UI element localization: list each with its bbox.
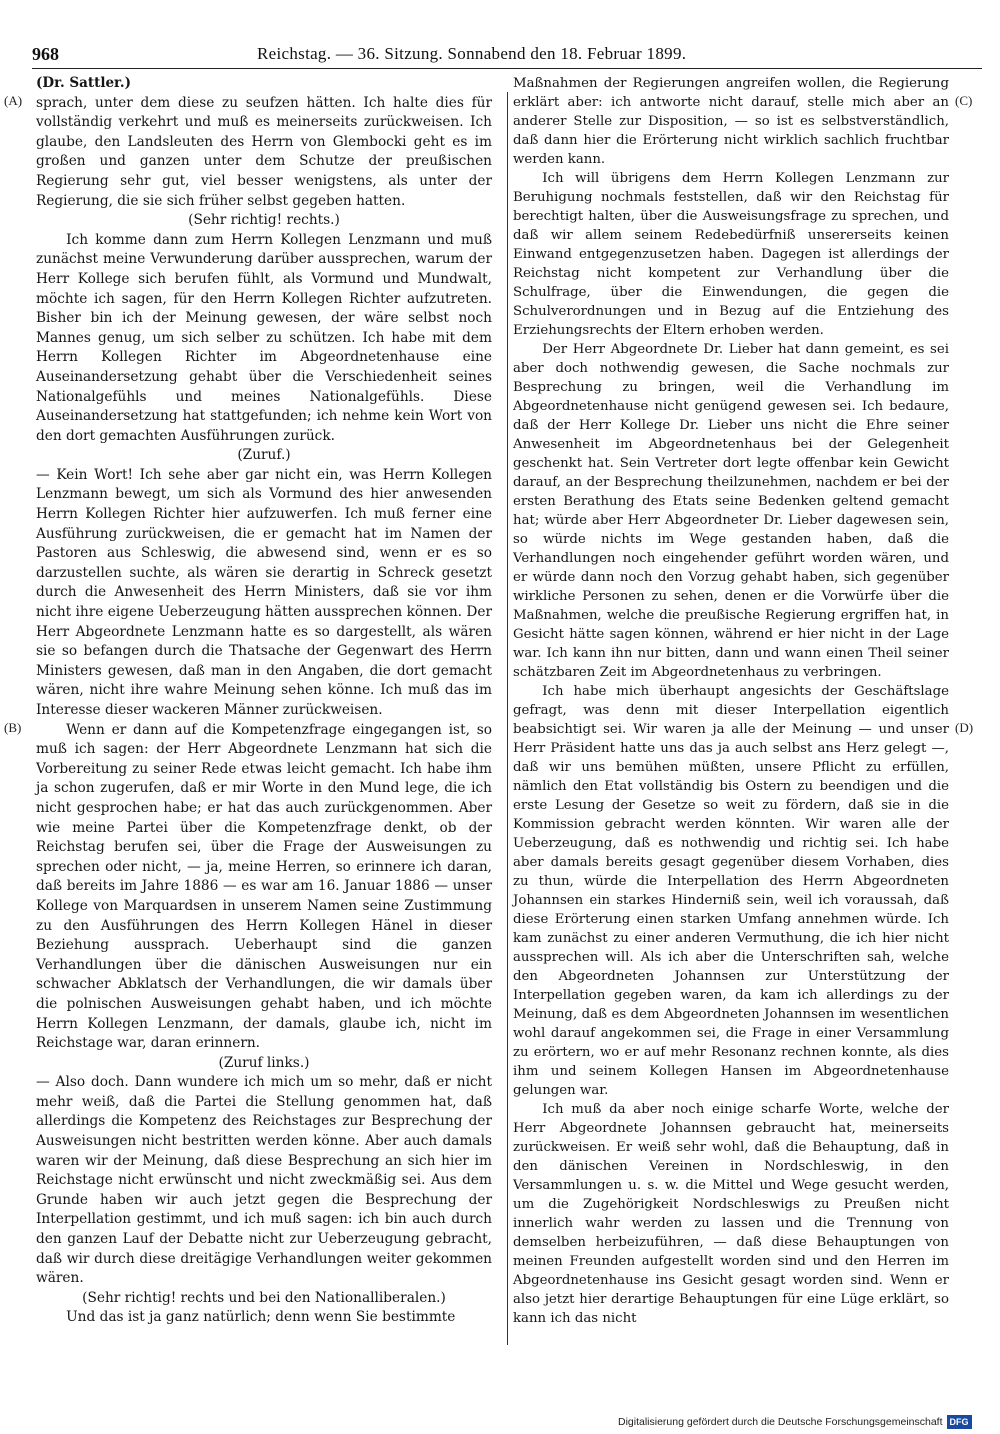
paragraph: Wenn er dann auf die Kompetenzfrage eingegangen ist, so muß ich sagen: der Herr Abgeordnete Lenzmann hat sich die Vorbereitung zu seiner Rede etwas leicht gemacht. Ich habe ihm ja schon zugerufen, daß er mir Worte in den Mund lege, die ich nicht gesprochen habe; er hat das auch zurückgenommen. Aber wie meine Partei über die Kompetenzfrage denkt, ob der Reichstag berufen sei, über die Frage der Ausweisungen zu sprechen oder nicht, — ja, meine Herren, so erinnere ich daran, daß bereits im Jahre 1886 — es war am 16. Januar 1886 — unser Kollege von Marquardsen in unserem Namen seine Zustimmung zu den Ausführungen des Herrn Kollegen Hänel in dieser Beziehung aussprach. Ueberhaupt sind die ganzen Verhandlungen über die dänischen Ausweisungen nur ein schwacher Abklatsch der Verhandlungen, die wir damals über die polnischen Ausweisungen gehabt haben, und ich möchte Herrn Kollegen Lenzmann, der damals, glaube ich, nicht im Reichstage war, daran erinnern. (36, 721, 492, 1052)
paragraph: Maßnahmen der Regierungen angreifen wollen, die Regierung erklärt aber: ich antworte nicht darauf, stelle mich aber an anderer Stelle zur Disposition, — so ist es selbstverständlich, daß dann hier die Erörterung nicht wirklich sachlich fruchtbar werden kann. (513, 76, 949, 167)
margin-mark-a: (A) (4, 93, 23, 108)
interjection: (Zuruf.) (237, 447, 291, 464)
footer-text: Digitalisierung gefördert durch die Deutsche Forschungsgemeinschaft (618, 1416, 943, 1428)
margin-mark-c: (C) (955, 93, 973, 108)
paragraph: Ich muß da aber noch einige scharfe Worte, welche der Herr Abgeordnete Johannsen gebraucht hat, meinerseits zurückweisen. Er weiß sehr wohl, daß die Behauptung, daß in den dänischen Vereinen in Nordschleswig, in den Versammlungen u. s. w. die Mittel und Wege gesucht werden, um die Zugehörigkeit Nordschleswigs zu Preußen nicht innerlich wahr werden zu lassen und die Trennung von demselben herbeizuführen, — daß diese Behauptungen von meinen Freunden aufgestellt worden sind und den Herren im Abgeordnetenhause ins Gesicht gesagt worden sind. Wenn er also jetzt hier derartige Behauptungen für eine Lüge erklärt, so kann ich das nicht (513, 1102, 949, 1326)
paragraph: — Kein Wort! Ich sehe aber gar nicht ein, was Herrn Kollegen Lenzmann bewegt, um sich als Vormund des hier anwesenden Herrn Kollegen Richter hier aufzuwerfen. Ich muß ferner eine Ausführung zurückweisen, die er gemacht hat im Namen der Pastoren aus Schleswig, die abwesend sind, wenn er es so darzustellen suchte, als wären sie derartig in Schreck gesetzt durch die Anwesenheit des Herrn Ministers, daß sie vor ihm nicht ihre eigene Ueberzeugung hätten aussprechen können. Der Herr Abgeordnete Lenzmann hatte es so dargestellt, als wären sie so befangen durch die Thatsache der Gegenwart des Herrn Ministers gewesen, daß man in den Angaben, die dort gemacht wären, nicht ihre wahre Meinung sehen könne. Ich muß das im Interesse dieser wackeren Männer zurückweisen. (36, 466, 492, 718)
paragraph: Ich will übrigens dem Herrn Kollegen Lenzmann zur Beruhigung nochmals feststellen, daß wir den Reichstag für berechtigt halten, über die Ausweisungsfrage zu sprechen, und daß wir allem seinem Redebedürfniß unsererseits keinen Einwand entgegenzusetzen haben. Dagegen ist allerdings der Reichstag nicht kompetent zur Verhandlung über die Schulfrage, über die Einwendungen, die gegen die Schulverordnungen und in Bezug auf die Entziehung des Erziehungsrechts der Eltern erhoben werden. (513, 171, 949, 338)
margin-mark-d: (D) (955, 720, 974, 735)
column-divider (507, 92, 508, 1345)
margin-mark-b: (B) (4, 720, 22, 735)
dfg-logo: DFG (947, 1415, 972, 1429)
paragraph: Ich habe mich überhaupt angesichts der Geschäftslage gefragt, was denn mit dieser Interpellation eigentlich beabsichtigt sei. Wir waren ja alle der Meinung — und unser Herr Präsident hatte uns das ja auch selbst ans Herz gelegt —, daß wir uns bemühen müßten, unsere Pflicht zu erfüllen, nämlich den Etat vollständig bis Ostern zu beendigen und die erste Lesung der Gesetze so weit zu fördern, daß sie in die Kommission gebracht werden könnten. Wir waren alle der Ueberzeugung, daß es nothwendig und richtig sei. Ich habe aber damals bereits gesagt gegenüber diesem Vorhaben, dies zu thun, würde die Interpellation des Herrn Abgeordneten Johannsen ein starkes Hinderniß sein, weil ich voraussah, daß diese Erörterung einen starken Umfang annehmen würde. Ich kam zunächst zu einer anderen Vermuthung, die ich hier nicht aussprechen will. Als ich aber die Unterschriften sah, welche den Abgeordneten Johannsen zur Unterstützung der Interpellation gegeben waren, da kam ich allerdings zu der Meinung, daß es dem Abgeordneten Johannsen im wesentlichen wohl darauf angekommen sei, die Frage in einer Versammlung zu erörtern, wo er auf mehr Resonanz rechnen konnte, als dies ihm und seinem Kollegen Hansen im Abgeordnetenhause gelungen war. (513, 684, 949, 1098)
page-number: 968 (32, 44, 59, 64)
paragraph: — Also doch. Dann wundere ich mich um so mehr, daß er nicht mehr weiß, daß die Partei die Stellung genommen hat, daß allerdings die Kompetenz des Reichstages zur Besprechung der Ausweisungen nicht bestritten werden könne. Aber auch damals waren wir der Meinung, daß diese Besprechung an sich hier im Reichstage nicht erwünscht und nicht zweckmäßig sei. Aus dem Grunde haben wir auch jetzt gegen die Besprechung der Interpellation gestimmt, und ich muß sagen: ich bin auch durch den ganzen Lauf der Debatte nicht zur Ueberzeugung gebracht, daß wir durch diese dreitägige Verhandlungen weiter gekommen wären. (36, 1074, 492, 1287)
paragraph: Der Herr Abgeordnete Dr. Lieber hat dann gemeint, es sei aber doch nothwendig gewesen, die Sache nochmals zur Besprechung zu bringen, weil die Verhandlung im Abgeordnetenhause nicht genügend gewesen sei. Ich bedaure, daß der Herr Kollege Dr. Lieber uns nicht die Ehre seiner Anwesenheit im Abgeordnetenhaus bei der Gelegenheit geschenkt hat. Sein Vertreter dort legte offenbar kein Gewicht darauf, an der Besprechung theilzunehmen, nachdem er bei der ersten Berathung des Etats seine Bedenken geltend gemacht hat; würde aber Herr Abgeordneter Dr. Lieber dagewesen sein, so würde nichts im Wege gestanden haben, daß die Verhandlungen noch eingehender geführt worden wären, und er würde dann noch den Vorzug gehabt haben, sich gegenüber wirkliche Personen zu sehen, denen er die Vorwürfe über die Maßnahmen, welche die preußische Regierung ergriffen hat, in Gesicht hätte sagen können, während er hier nicht in der Lage war. Ich kann ihn nur bitten, dann und wann einen Theil seiner schätzbaren Zeit im Abgeordnetenhaus zu verbringen. (513, 342, 949, 680)
interjection: (Zuruf links.) (218, 1054, 310, 1071)
interjection: (Sehr richtig! rechts.) (188, 212, 340, 229)
interjection: (Sehr richtig! rechts und bei den Nationalliberalen.) (82, 1289, 446, 1306)
footer (618, 1414, 972, 1430)
left-column (36, 74, 492, 1328)
paragraph: sprach, unter dem diese zu seufzen hätten. Ich halte dies für vollständig verkehrt und muß es meinerseits zurückweisen. Ich glaube, den Landsleuten des Herrn von Glembocki geht es im großen und ganzen unter dem Schutze der preußischen Regierung sehr gut, viel besser wenigstens, als unter der Regierung, die sie sich früher selbst gegeben hatten. (36, 94, 492, 209)
speaker-label: (Dr. Sattler.) (36, 75, 132, 91)
page-header (32, 44, 982, 70)
running-head: Reichstag. — 36. Sitzung. Sonnabend den 18. Februar 1899. (257, 44, 687, 63)
paragraph: Ich komme dann zum Herrn Kollegen Lenzmann und muß zunächst meine Verwunderung darüber aussprechen, warum der Herr Kollege sich berufen fühlt, als Vormund und Mundwalt, möchte ich sagen, für den Herrn Kollegen Richter aufzutreten. Bisher bin ich der Meinung gewesen, der wäre selbst noch Mannes genug, um sich selber zu schützen. Ich habe mit dem Herrn Kollegen Richter im Abgeordnetenhause eine Auseinandersetzung gehabt über die Verschiedenheit seines Nationalgefühls und meines Nationalgefühls. Diese Auseinandersetzung hat stattgefunden; ich nehme kein Wort von den dort gemachten Ausführungen zurück. (36, 231, 492, 444)
header-rule (32, 68, 982, 69)
right-column (513, 74, 949, 1328)
paragraph: Und das ist ja ganz natürlich; denn wenn Sie bestimmte (66, 1309, 456, 1326)
